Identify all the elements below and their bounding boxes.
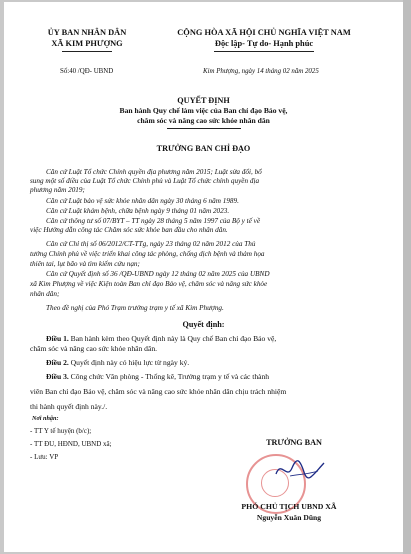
article-1-text: Ban hành kèm theo Quyết định này là Quy chế Ban chỉ đạo Bảo vệ, (68, 334, 277, 343)
article-3-label: Điều 3. (46, 372, 69, 381)
document-subject-line1: Ban hành Quy chế làm việc của Ban chỉ đạo Bảo vệ, (119, 106, 288, 115)
basis-line: Căn cứ Luật bảo vệ sức khỏe nhân dân ngày 30 tháng 6 năm 1989. (46, 197, 239, 205)
signer-title: PHÓ CHỦ TỊCH UBND XÃ (241, 502, 337, 511)
viewer-gutter (403, 0, 411, 554)
basis-line: Căn cứ thông tư số 07/BYT – TT ngày 28 tháng 5 năm 1997 của Bộ y tế về (46, 217, 261, 225)
handwritten-signature (272, 454, 328, 484)
article-3-text: Công chức Văn phòng - Thống kê, Trưởng trạm y tế và các thành (68, 372, 270, 381)
article-3-line3: thi hành quyết định này./. (30, 402, 108, 411)
article-3-line2: viên Ban chỉ đạo Bảo vệ, chăm sóc và nâng cao sức khỏe nhân dân chịu trách nhiệm (30, 387, 287, 396)
basis-line: xã Kim Phượng về việc Kiện toàn Ban chỉ đạo Bảo vệ, chăm sóc và nâng sức khỏe (30, 280, 268, 288)
subject-underline (167, 128, 241, 129)
basis-line: nhân dân; (30, 290, 60, 298)
national-title: CỘNG HÒA XÃ HỘI CHỦ NGHĨA VIỆT NAM (177, 28, 351, 37)
article-1-line1 (46, 334, 276, 344)
signer-name: Nguyễn Xuân Dũng (256, 513, 322, 522)
article-1-label: Điều 1. (46, 334, 69, 343)
national-motto: Độc lập- Tự do- Hạnh phúc (214, 39, 314, 48)
basis-line: thiên tai, lụt bão và tìm kiếm cứu nạn; (30, 260, 140, 268)
org-underline (62, 51, 112, 52)
recipient-item: - TT ĐU, HĐND, UBND xã; (30, 440, 112, 448)
document-page (4, 2, 403, 552)
article-2-label: Điều 2. (46, 358, 69, 367)
org-name: ỦY BAN NHÂN DÂN (47, 28, 127, 37)
basis-line: tướng Chính phủ về việc triển khai công tác phòng, chống dịch bệnh và thảm họa (30, 250, 265, 258)
basis-line: sung một số điều của Luật Tổ chức Chính phủ và Luật Tổ chức chính quyền địa (30, 177, 260, 185)
article-2-text: Quyết định này có hiệu lực từ ngày ký. (68, 358, 190, 367)
recipient-item: - Lưu: VP (30, 453, 59, 461)
motto-underline (214, 51, 314, 52)
place-date: Kim Phượng, ngày 14 tháng 02 năm 2025 (203, 68, 319, 75)
recipient-item: - TT Y tế huyện (b/c); (30, 427, 92, 435)
basis-line: phương năm 2019; (30, 186, 85, 194)
basis-line: việc Hướng dẫn công tác Chăm sóc sức khỏe ban đầu cho nhân dân. (30, 226, 228, 234)
proposal-line: Theo đề nghị của Phó Trạm trưởng trạm y tế xã Kim Phượng. (46, 304, 224, 312)
org-subname: XÃ KIM PHƯỢNG (51, 39, 123, 48)
basis-line: Căn cứ Chỉ thị số 06/2012/CT-TTg, ngày 23 tháng 02 năm 2012 của Thủ (46, 240, 256, 248)
authority-heading: TRƯỞNG BAN CHỈ ĐẠO (156, 144, 251, 153)
basis-line: Căn cứ Quyết định số 36 /QĐ-UBND ngày 12 tháng 02 năm 2025 của UBND (46, 270, 270, 278)
basis-line: Căn cứ Luật Tổ chức Chính quyền địa phương năm 2015; Luật sửa đổi, bổ (46, 168, 262, 176)
article-3-line1 (46, 372, 269, 382)
document-number: Số:40 /QĐ- UBND (60, 68, 114, 75)
document-type: QUYẾT ĐỊNH (177, 96, 230, 105)
decision-heading: Quyết định: (182, 320, 225, 329)
signer-role: TRƯỞNG BAN (266, 438, 322, 447)
document-subject-line2: chăm sóc và nâng cao sức khỏe nhân dân (137, 116, 270, 125)
basis-line: Căn cứ Luật khám bệnh, chữa bệnh ngày 9 tháng 01 năm 2023. (46, 207, 230, 215)
recipients-heading: Nơi nhận: (32, 415, 59, 422)
article-1-line2: chăm sóc và nâng cao sức khỏe nhân dân. (30, 344, 158, 353)
article-2-line1 (46, 358, 189, 368)
